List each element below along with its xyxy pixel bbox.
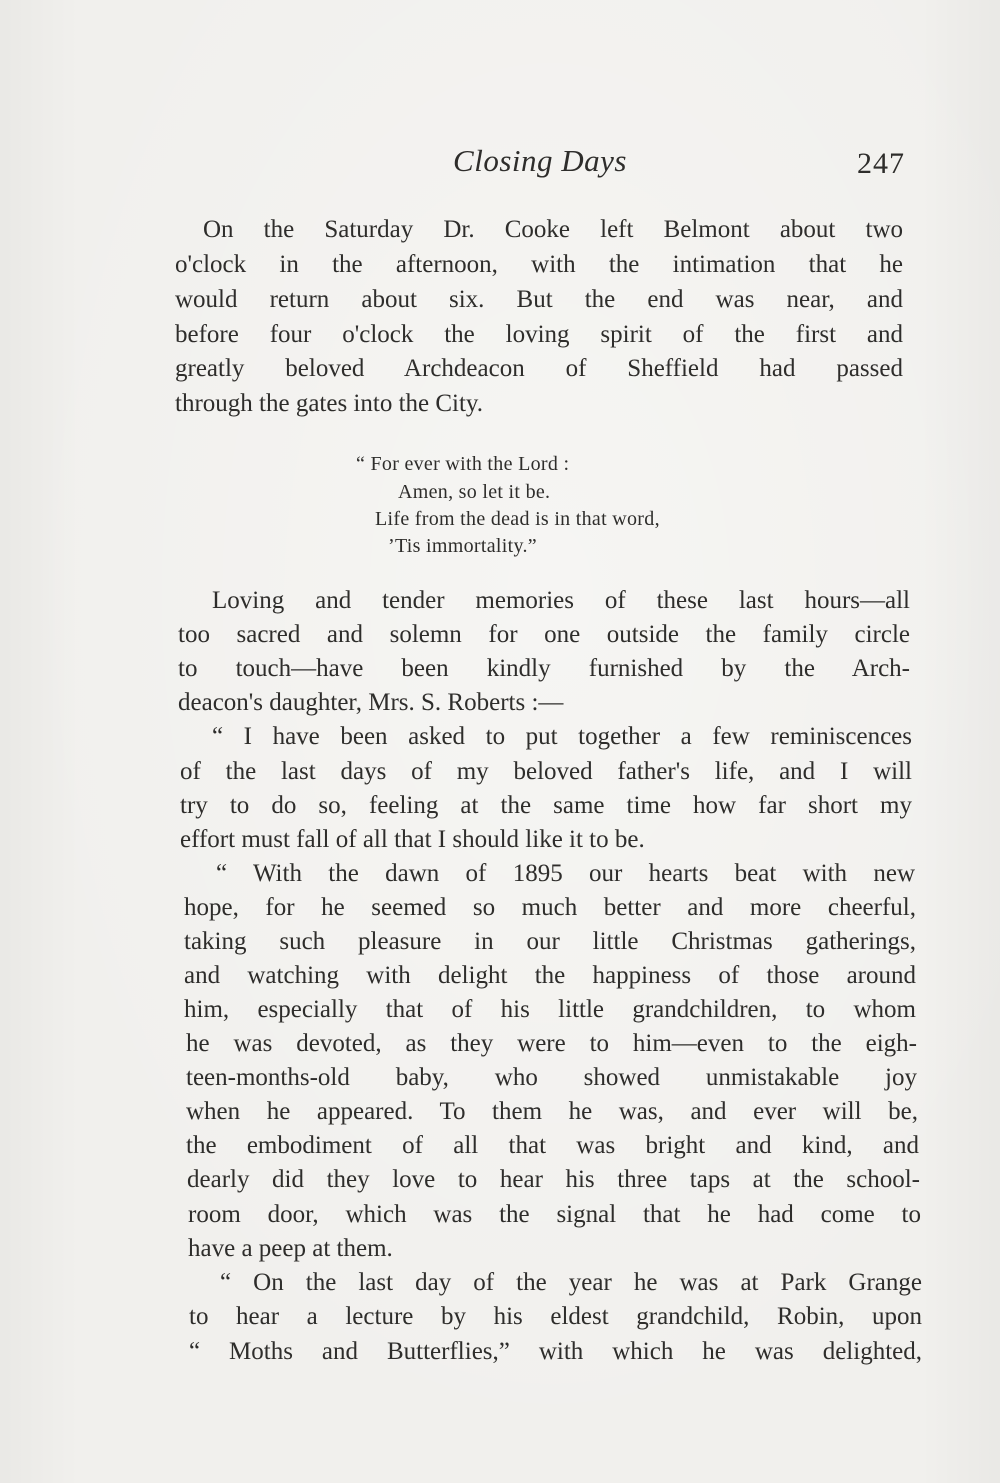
text-line: effort must fall of all that I should like it to be. — [180, 826, 645, 853]
text-line: would return about six. But the end was near, and — [175, 286, 903, 313]
text-line: Loving and tender memories of these last hours—all — [212, 587, 910, 614]
text-line: “ I have been asked to put together a few reminiscences — [212, 723, 912, 750]
text-line: deacon's daughter, Mrs. S. Roberts :— — [178, 689, 564, 716]
text-line: have a peep at them. — [188, 1235, 393, 1262]
text-line: “ Moths and Butterflies,” with which he was delighted, — [189, 1338, 922, 1365]
verse-line: ’Tis immortality.” — [388, 535, 537, 557]
text-line: and watching with delight the happiness of those around — [184, 962, 916, 989]
text-line: him, especially that of his little grandchildren, to whom — [184, 996, 916, 1023]
verse-line: Amen, so let it be. — [398, 481, 551, 503]
text-line: “ On the last day of the year he was at Park Grange — [220, 1269, 922, 1296]
text-line: hope, for he seemed so much better and more cheerful, — [184, 894, 916, 921]
text-line: “ With the dawn of 1895 our hearts beat with new — [216, 860, 915, 887]
text-line: he was devoted, as they were to him—even to the eigh- — [186, 1030, 917, 1057]
text-line: too sacred and solemn for one outside the family circle — [178, 621, 910, 648]
page-number: 247 — [857, 147, 905, 180]
text-line: the embodiment of all that was bright and kind, and — [186, 1132, 919, 1159]
text-line: teen-months-old baby, who showed unmistakable joy — [186, 1064, 917, 1091]
text-line: o'clock in the afternoon, with the intimation that he — [175, 251, 903, 278]
verse-line: “ For ever with the Lord : — [356, 453, 570, 475]
text-line: taking such pleasure in our little Christmas gatherings, — [184, 928, 916, 955]
text-line: try to do so, feeling at the same time how far short my — [180, 792, 912, 819]
running-head — [175, 143, 905, 189]
text-line: to touch—have been kindly furnished by the Arch- — [178, 655, 910, 682]
text-line: On the Saturday Dr. Cooke left Belmont about two — [203, 216, 903, 243]
text-line: through the gates into the City. — [175, 390, 484, 417]
text-line: of the last days of my beloved father's life, and I will — [180, 758, 912, 785]
text-line: to hear a lecture by his eldest grandchild, Robin, upon — [189, 1303, 922, 1330]
verse-line: Life from the dead is in that word, — [375, 508, 660, 530]
text-line: dearly did they love to hear his three taps at the school- — [187, 1166, 920, 1193]
text-line: before four o'clock the loving spirit of the first and — [175, 321, 903, 348]
running-title: Closing Days — [453, 143, 627, 178]
text-line: room door, which was the signal that he had come to — [188, 1201, 921, 1228]
text-line: greatly beloved Archdeacon of Sheffield had passed — [175, 355, 903, 382]
text-line: when he appeared. To them he was, and ever will be, — [186, 1098, 918, 1125]
